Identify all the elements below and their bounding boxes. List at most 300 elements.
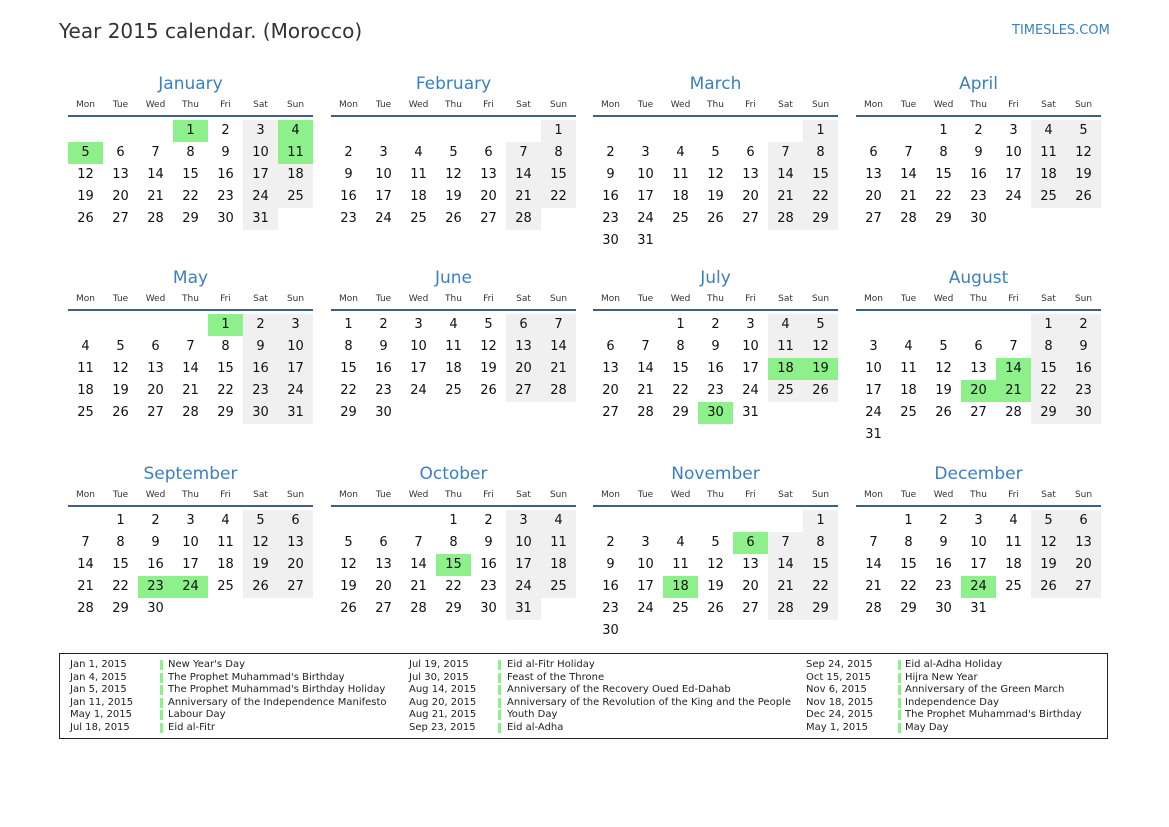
day-cell[interactable]: 4 xyxy=(1031,120,1066,142)
day-cell[interactable]: 28 xyxy=(900,211,917,226)
day-cell[interactable]: 20 xyxy=(375,579,392,594)
day-cell[interactable]: 27 xyxy=(742,211,759,226)
day-cell[interactable]: 24 xyxy=(742,383,759,398)
day-cell[interactable]: 30 xyxy=(602,623,619,638)
day-cell[interactable]: 17 xyxy=(278,358,313,380)
day-cell[interactable]: 7 xyxy=(768,142,803,164)
day-cell[interactable]: 20 xyxy=(112,189,129,204)
holiday-day-cell[interactable]: 1 xyxy=(208,314,243,336)
day-cell[interactable]: 5 xyxy=(449,145,458,160)
day-cell[interactable]: 20 xyxy=(480,189,497,204)
day-cell[interactable]: 18 xyxy=(278,164,313,186)
day-cell[interactable]: 9 xyxy=(221,145,230,160)
holiday-day-cell[interactable]: 1 xyxy=(173,120,208,142)
day-cell[interactable]: 17 xyxy=(637,579,654,594)
day-cell[interactable]: 24 xyxy=(243,186,278,208)
day-cell[interactable]: 27 xyxy=(480,211,497,226)
day-cell[interactable]: 7 xyxy=(904,145,913,160)
day-cell[interactable]: 25 xyxy=(77,405,94,420)
day-cell[interactable]: 13 xyxy=(742,557,759,572)
day-cell[interactable]: 14 xyxy=(865,557,882,572)
day-cell[interactable]: 21 xyxy=(768,576,803,598)
day-cell[interactable]: 25 xyxy=(1031,186,1066,208)
day-cell[interactable]: 26 xyxy=(1066,186,1101,208)
day-cell[interactable]: 12 xyxy=(77,167,94,182)
day-cell[interactable]: 20 xyxy=(742,189,759,204)
day-cell[interactable]: 15 xyxy=(1031,358,1066,380)
day-cell[interactable]: 14 xyxy=(506,164,541,186)
day-cell[interactable]: 8 xyxy=(803,142,838,164)
day-cell[interactable]: 26 xyxy=(340,601,357,616)
day-cell[interactable]: 17 xyxy=(865,383,882,398)
day-cell[interactable]: 19 xyxy=(340,579,357,594)
day-cell[interactable]: 27 xyxy=(602,405,619,420)
day-cell[interactable]: 22 xyxy=(1031,380,1066,402)
day-cell[interactable]: 19 xyxy=(707,189,724,204)
day-cell[interactable]: 7 xyxy=(768,532,803,554)
day-cell[interactable]: 4 xyxy=(768,314,803,336)
day-cell[interactable]: 17 xyxy=(506,554,541,576)
day-cell[interactable]: 30 xyxy=(480,601,497,616)
day-cell[interactable]: 19 xyxy=(445,189,462,204)
day-cell[interactable]: 6 xyxy=(746,145,755,160)
day-cell[interactable]: 22 xyxy=(672,383,689,398)
day-cell[interactable]: 9 xyxy=(1066,336,1101,358)
day-cell[interactable]: 11 xyxy=(410,167,427,182)
day-cell[interactable]: 31 xyxy=(506,598,541,620)
day-cell[interactable]: 9 xyxy=(243,336,278,358)
day-cell[interactable]: 4 xyxy=(676,535,685,550)
day-cell[interactable]: 16 xyxy=(243,358,278,380)
day-cell[interactable]: 23 xyxy=(340,211,357,226)
day-cell[interactable]: 2 xyxy=(711,317,720,332)
day-cell[interactable]: 30 xyxy=(375,405,392,420)
day-cell[interactable]: 18 xyxy=(217,557,234,572)
day-cell[interactable]: 18 xyxy=(410,189,427,204)
day-cell[interactable]: 8 xyxy=(676,339,685,354)
day-cell[interactable]: 1 xyxy=(803,510,838,532)
day-cell[interactable]: 21 xyxy=(900,189,917,204)
day-cell[interactable]: 31 xyxy=(243,208,278,230)
day-cell[interactable]: 25 xyxy=(768,380,803,402)
day-cell[interactable]: 23 xyxy=(217,189,234,204)
day-cell[interactable]: 16 xyxy=(602,579,619,594)
day-cell[interactable]: 6 xyxy=(116,145,125,160)
day-cell[interactable]: 1 xyxy=(116,513,125,528)
day-cell[interactable]: 6 xyxy=(151,339,160,354)
day-cell[interactable]: 20 xyxy=(147,383,164,398)
day-cell[interactable]: 22 xyxy=(217,383,234,398)
day-cell[interactable]: 10 xyxy=(182,535,199,550)
day-cell[interactable]: 29 xyxy=(672,405,689,420)
day-cell[interactable]: 28 xyxy=(768,598,803,620)
day-cell[interactable]: 22 xyxy=(900,579,917,594)
day-cell[interactable]: 4 xyxy=(449,317,458,332)
day-cell[interactable]: 5 xyxy=(711,145,720,160)
day-cell[interactable]: 6 xyxy=(379,535,388,550)
day-cell[interactable]: 6 xyxy=(278,510,313,532)
day-cell[interactable]: 7 xyxy=(186,339,195,354)
day-cell[interactable]: 12 xyxy=(243,532,278,554)
day-cell[interactable]: 3 xyxy=(641,535,650,550)
day-cell[interactable]: 23 xyxy=(707,383,724,398)
day-cell[interactable]: 22 xyxy=(803,576,838,598)
day-cell[interactable]: 7 xyxy=(81,535,90,550)
holiday-day-cell[interactable]: 18 xyxy=(768,358,803,380)
day-cell[interactable]: 20 xyxy=(278,554,313,576)
day-cell[interactable]: 13 xyxy=(375,557,392,572)
day-cell[interactable]: 9 xyxy=(974,145,983,160)
day-cell[interactable]: 15 xyxy=(541,164,576,186)
day-cell[interactable]: 18 xyxy=(541,554,576,576)
day-cell[interactable]: 4 xyxy=(81,339,90,354)
day-cell[interactable]: 19 xyxy=(243,554,278,576)
day-cell[interactable]: 8 xyxy=(116,535,125,550)
day-cell[interactable]: 15 xyxy=(217,361,234,376)
day-cell[interactable]: 15 xyxy=(803,164,838,186)
day-cell[interactable]: 26 xyxy=(77,211,94,226)
day-cell[interactable]: 10 xyxy=(637,167,654,182)
day-cell[interactable]: 7 xyxy=(641,339,650,354)
day-cell[interactable]: 30 xyxy=(602,233,619,248)
day-cell[interactable]: 13 xyxy=(970,361,987,376)
day-cell[interactable]: 4 xyxy=(904,339,913,354)
day-cell[interactable]: 9 xyxy=(151,535,160,550)
day-cell[interactable]: 20 xyxy=(865,189,882,204)
day-cell[interactable]: 11 xyxy=(900,361,917,376)
day-cell[interactable]: 8 xyxy=(541,142,576,164)
day-cell[interactable]: 27 xyxy=(375,601,392,616)
day-cell[interactable]: 27 xyxy=(970,405,987,420)
day-cell[interactable]: 6 xyxy=(869,145,878,160)
day-cell[interactable]: 3 xyxy=(1009,123,1018,138)
day-cell[interactable]: 23 xyxy=(970,189,987,204)
day-cell[interactable]: 5 xyxy=(116,339,125,354)
day-cell[interactable]: 28 xyxy=(865,601,882,616)
day-cell[interactable]: 14 xyxy=(77,557,94,572)
day-cell[interactable]: 23 xyxy=(1066,380,1101,402)
day-cell[interactable]: 17 xyxy=(970,557,987,572)
day-cell[interactable]: 6 xyxy=(1066,510,1101,532)
day-cell[interactable]: 20 xyxy=(742,579,759,594)
holiday-day-cell[interactable]: 11 xyxy=(278,142,313,164)
day-cell[interactable]: 11 xyxy=(672,557,689,572)
day-cell[interactable]: 29 xyxy=(1031,402,1066,424)
day-cell[interactable]: 11 xyxy=(445,339,462,354)
day-cell[interactable]: 3 xyxy=(278,314,313,336)
day-cell[interactable]: 1 xyxy=(541,120,576,142)
day-cell[interactable]: 11 xyxy=(672,167,689,182)
day-cell[interactable]: 10 xyxy=(742,339,759,354)
holiday-day-cell[interactable]: 19 xyxy=(803,358,838,380)
day-cell[interactable]: 16 xyxy=(375,361,392,376)
day-cell[interactable]: 16 xyxy=(340,189,357,204)
day-cell[interactable]: 29 xyxy=(935,211,952,226)
day-cell[interactable]: 28 xyxy=(410,601,427,616)
day-cell[interactable]: 8 xyxy=(449,535,458,550)
day-cell[interactable]: 17 xyxy=(1005,167,1022,182)
day-cell[interactable]: 26 xyxy=(803,380,838,402)
day-cell[interactable]: 24 xyxy=(637,211,654,226)
day-cell[interactable]: 26 xyxy=(445,211,462,226)
day-cell[interactable]: 4 xyxy=(676,145,685,160)
day-cell[interactable]: 9 xyxy=(606,557,615,572)
day-cell[interactable]: 9 xyxy=(939,535,948,550)
day-cell[interactable]: 28 xyxy=(77,601,94,616)
day-cell[interactable]: 2 xyxy=(243,314,278,336)
day-cell[interactable]: 25 xyxy=(672,211,689,226)
day-cell[interactable]: 28 xyxy=(1005,405,1022,420)
day-cell[interactable]: 15 xyxy=(112,557,129,572)
day-cell[interactable]: 1 xyxy=(344,317,353,332)
day-cell[interactable]: 14 xyxy=(410,557,427,572)
day-cell[interactable]: 7 xyxy=(869,535,878,550)
day-cell[interactable]: 10 xyxy=(865,361,882,376)
day-cell[interactable]: 11 xyxy=(768,336,803,358)
day-cell[interactable]: 19 xyxy=(77,189,94,204)
day-cell[interactable]: 5 xyxy=(1031,510,1066,532)
day-cell[interactable]: 22 xyxy=(445,579,462,594)
day-cell[interactable]: 11 xyxy=(77,361,94,376)
day-cell[interactable]: 19 xyxy=(1066,164,1101,186)
day-cell[interactable]: 27 xyxy=(742,601,759,616)
day-cell[interactable]: 19 xyxy=(1031,554,1066,576)
day-cell[interactable]: 13 xyxy=(1066,532,1101,554)
day-cell[interactable]: 10 xyxy=(506,532,541,554)
day-cell[interactable]: 19 xyxy=(112,383,129,398)
day-cell[interactable]: 3 xyxy=(746,317,755,332)
day-cell[interactable]: 4 xyxy=(221,513,230,528)
day-cell[interactable]: 7 xyxy=(151,145,160,160)
day-cell[interactable]: 9 xyxy=(344,167,353,182)
day-cell[interactable]: 28 xyxy=(768,208,803,230)
day-cell[interactable]: 27 xyxy=(278,576,313,598)
day-cell[interactable]: 19 xyxy=(707,579,724,594)
day-cell[interactable]: 30 xyxy=(217,211,234,226)
day-cell[interactable]: 11 xyxy=(217,535,234,550)
day-cell[interactable]: 30 xyxy=(147,601,164,616)
day-cell[interactable]: 11 xyxy=(1031,142,1066,164)
day-cell[interactable]: 26 xyxy=(480,383,497,398)
day-cell[interactable]: 3 xyxy=(379,145,388,160)
day-cell[interactable]: 16 xyxy=(602,189,619,204)
day-cell[interactable]: 13 xyxy=(506,336,541,358)
holiday-day-cell[interactable]: 23 xyxy=(138,576,173,598)
day-cell[interactable]: 22 xyxy=(935,189,952,204)
day-cell[interactable]: 5 xyxy=(243,510,278,532)
day-cell[interactable]: 25 xyxy=(1005,579,1022,594)
day-cell[interactable]: 26 xyxy=(243,576,278,598)
day-cell[interactable]: 14 xyxy=(182,361,199,376)
day-cell[interactable]: 10 xyxy=(410,339,427,354)
day-cell[interactable]: 2 xyxy=(151,513,160,528)
day-cell[interactable]: 5 xyxy=(711,535,720,550)
holiday-day-cell[interactable]: 6 xyxy=(733,532,768,554)
day-cell[interactable]: 13 xyxy=(742,167,759,182)
day-cell[interactable]: 25 xyxy=(541,576,576,598)
day-cell[interactable]: 13 xyxy=(602,361,619,376)
day-cell[interactable]: 1 xyxy=(803,120,838,142)
holiday-day-cell[interactable]: 14 xyxy=(996,358,1031,380)
day-cell[interactable]: 17 xyxy=(375,189,392,204)
day-cell[interactable]: 18 xyxy=(1005,557,1022,572)
day-cell[interactable]: 16 xyxy=(480,557,497,572)
day-cell[interactable]: 4 xyxy=(541,510,576,532)
day-cell[interactable]: 18 xyxy=(77,383,94,398)
day-cell[interactable]: 30 xyxy=(1066,402,1101,424)
day-cell[interactable]: 7 xyxy=(1009,339,1018,354)
day-cell[interactable]: 25 xyxy=(445,383,462,398)
day-cell[interactable]: 7 xyxy=(506,142,541,164)
day-cell[interactable]: 5 xyxy=(344,535,353,550)
day-cell[interactable]: 2 xyxy=(344,145,353,160)
day-cell[interactable]: 1 xyxy=(939,123,948,138)
day-cell[interactable]: 26 xyxy=(112,405,129,420)
day-cell[interactable]: 4 xyxy=(1009,513,1018,528)
day-cell[interactable]: 12 xyxy=(707,557,724,572)
day-cell[interactable]: 20 xyxy=(602,383,619,398)
day-cell[interactable]: 16 xyxy=(707,361,724,376)
day-cell[interactable]: 22 xyxy=(112,579,129,594)
day-cell[interactable]: 31 xyxy=(865,427,882,442)
day-cell[interactable]: 27 xyxy=(112,211,129,226)
day-cell[interactable]: 1 xyxy=(449,513,458,528)
day-cell[interactable]: 12 xyxy=(935,361,952,376)
day-cell[interactable]: 13 xyxy=(278,532,313,554)
day-cell[interactable]: 23 xyxy=(480,579,497,594)
day-cell[interactable]: 15 xyxy=(900,557,917,572)
day-cell[interactable]: 1 xyxy=(904,513,913,528)
day-cell[interactable]: 21 xyxy=(182,383,199,398)
day-cell[interactable]: 5 xyxy=(939,339,948,354)
day-cell[interactable]: 26 xyxy=(707,211,724,226)
day-cell[interactable]: 8 xyxy=(1031,336,1066,358)
day-cell[interactable]: 12 xyxy=(340,557,357,572)
day-cell[interactable]: 17 xyxy=(182,557,199,572)
day-cell[interactable]: 13 xyxy=(147,361,164,376)
holiday-day-cell[interactable]: 15 xyxy=(436,554,471,576)
brand-link[interactable]: TIMESLES.COM xyxy=(1012,23,1110,38)
day-cell[interactable]: 2 xyxy=(484,513,493,528)
holiday-day-cell[interactable]: 24 xyxy=(961,576,996,598)
day-cell[interactable]: 7 xyxy=(414,535,423,550)
day-cell[interactable]: 28 xyxy=(182,405,199,420)
day-cell[interactable]: 16 xyxy=(1066,358,1101,380)
day-cell[interactable]: 9 xyxy=(484,535,493,550)
day-cell[interactable]: 24 xyxy=(637,601,654,616)
day-cell[interactable]: 31 xyxy=(637,233,654,248)
day-cell[interactable]: 30 xyxy=(935,601,952,616)
day-cell[interactable]: 27 xyxy=(147,405,164,420)
day-cell[interactable]: 26 xyxy=(935,405,952,420)
day-cell[interactable]: 24 xyxy=(375,211,392,226)
day-cell[interactable]: 21 xyxy=(865,579,882,594)
day-cell[interactable]: 19 xyxy=(480,361,497,376)
day-cell[interactable]: 29 xyxy=(803,598,838,620)
day-cell[interactable]: 10 xyxy=(970,535,987,550)
day-cell[interactable]: 19 xyxy=(935,383,952,398)
day-cell[interactable]: 21 xyxy=(768,186,803,208)
day-cell[interactable]: 31 xyxy=(278,402,313,424)
day-cell[interactable]: 16 xyxy=(935,557,952,572)
day-cell[interactable]: 2 xyxy=(1066,314,1101,336)
day-cell[interactable]: 22 xyxy=(340,383,357,398)
day-cell[interactable]: 14 xyxy=(768,554,803,576)
day-cell[interactable]: 14 xyxy=(768,164,803,186)
day-cell[interactable]: 3 xyxy=(506,510,541,532)
day-cell[interactable]: 29 xyxy=(112,601,129,616)
day-cell[interactable]: 2 xyxy=(606,145,615,160)
day-cell[interactable]: 27 xyxy=(506,380,541,402)
day-cell[interactable]: 31 xyxy=(970,601,987,616)
day-cell[interactable]: 14 xyxy=(900,167,917,182)
day-cell[interactable]: 13 xyxy=(865,167,882,182)
day-cell[interactable]: 21 xyxy=(410,579,427,594)
day-cell[interactable]: 16 xyxy=(217,167,234,182)
day-cell[interactable]: 24 xyxy=(865,405,882,420)
day-cell[interactable]: 17 xyxy=(410,361,427,376)
day-cell[interactable]: 17 xyxy=(742,361,759,376)
day-cell[interactable]: 29 xyxy=(445,601,462,616)
day-cell[interactable]: 6 xyxy=(506,314,541,336)
day-cell[interactable]: 10 xyxy=(278,336,313,358)
holiday-day-cell[interactable]: 5 xyxy=(68,142,103,164)
day-cell[interactable]: 23 xyxy=(935,579,952,594)
day-cell[interactable]: 18 xyxy=(900,383,917,398)
day-cell[interactable]: 5 xyxy=(803,314,838,336)
day-cell[interactable]: 17 xyxy=(637,189,654,204)
day-cell[interactable]: 4 xyxy=(414,145,423,160)
day-cell[interactable]: 10 xyxy=(243,142,278,164)
day-cell[interactable]: 12 xyxy=(803,336,838,358)
day-cell[interactable]: 24 xyxy=(506,576,541,598)
day-cell[interactable]: 20 xyxy=(1066,554,1101,576)
day-cell[interactable]: 20 xyxy=(506,358,541,380)
day-cell[interactable]: 28 xyxy=(541,380,576,402)
day-cell[interactable]: 8 xyxy=(344,339,353,354)
day-cell[interactable]: 23 xyxy=(602,601,619,616)
day-cell[interactable]: 8 xyxy=(221,339,230,354)
day-cell[interactable]: 6 xyxy=(484,145,493,160)
day-cell[interactable]: 22 xyxy=(182,189,199,204)
day-cell[interactable]: 28 xyxy=(147,211,164,226)
day-cell[interactable]: 8 xyxy=(939,145,948,160)
day-cell[interactable]: 18 xyxy=(1031,164,1066,186)
day-cell[interactable]: 30 xyxy=(243,402,278,424)
day-cell[interactable]: 18 xyxy=(672,189,689,204)
day-cell[interactable]: 25 xyxy=(278,186,313,208)
day-cell[interactable]: 15 xyxy=(340,361,357,376)
day-cell[interactable]: 3 xyxy=(186,513,195,528)
day-cell[interactable]: 1 xyxy=(1031,314,1066,336)
day-cell[interactable]: 12 xyxy=(445,167,462,182)
day-cell[interactable]: 16 xyxy=(970,167,987,182)
day-cell[interactable]: 11 xyxy=(541,532,576,554)
day-cell[interactable]: 28 xyxy=(637,405,654,420)
day-cell[interactable]: 10 xyxy=(637,557,654,572)
day-cell[interactable]: 17 xyxy=(243,164,278,186)
day-cell[interactable]: 3 xyxy=(641,145,650,160)
day-cell[interactable]: 21 xyxy=(147,189,164,204)
day-cell[interactable]: 29 xyxy=(340,405,357,420)
day-cell[interactable]: 3 xyxy=(414,317,423,332)
day-cell[interactable]: 29 xyxy=(803,208,838,230)
day-cell[interactable]: 22 xyxy=(541,186,576,208)
day-cell[interactable]: 1 xyxy=(676,317,685,332)
day-cell[interactable]: 24 xyxy=(1005,189,1022,204)
day-cell[interactable]: 3 xyxy=(974,513,983,528)
day-cell[interactable]: 23 xyxy=(602,211,619,226)
